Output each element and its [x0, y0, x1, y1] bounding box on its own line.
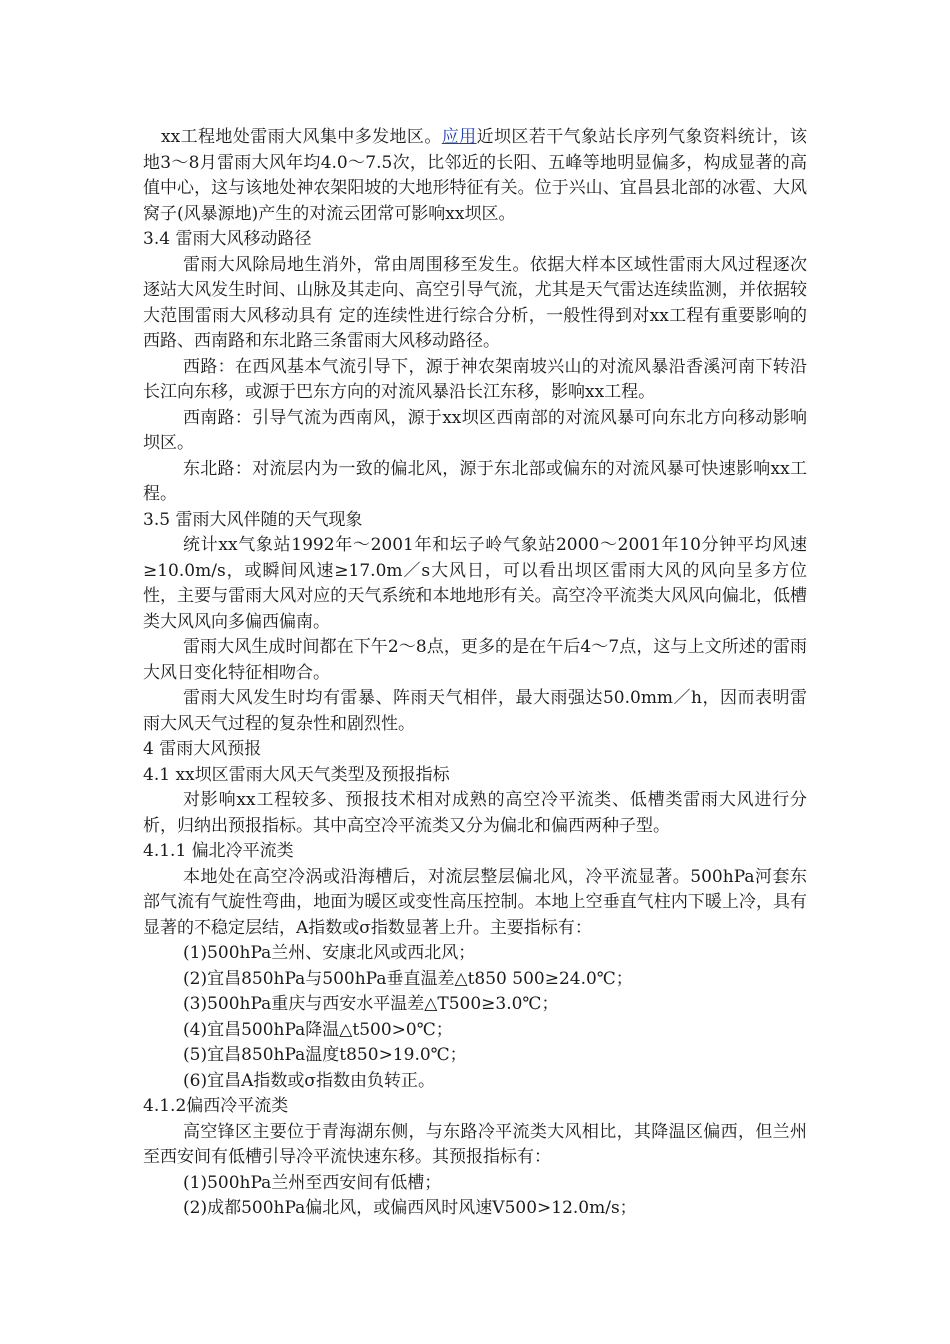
indicator-item: (2)宜昌850hPa与500hPa垂直温差△t850 500≥24.0℃；	[183, 968, 633, 989]
intro-text-start: xx工程地处雷雨大风集中多发地区。	[161, 127, 442, 147]
section-4-1-2-heading: 4.1.2偏西冷平流类	[143, 1096, 289, 1116]
section-3-4-paragraph-1: 雷雨大风除局地生消外，常由周围移至发生。依据大样本区域性雷雨大风过程逐次逐站大风发生时间、山脉及其走向、高空引导气流，尤其是天气雷达连续监测，并依据较大范围雷雨大风移动具有 定的连续性进行综合分析，一般性得到对xx工程有重要影响的西路、西南路和东北路三条雷雨大风移动路径。	[143, 254, 807, 351]
section-4-1-1-heading: 4.1.1 偏北冷平流类	[143, 841, 294, 861]
indicator-item: (3)500hPa重庆与西安水平温差△T500≥3.0℃；	[183, 994, 559, 1014]
southwest-route-paragraph: 西南路：引导气流为西南风，源于xx坝区西南部的对流风暴可向东北方向移动影响坝区。	[143, 407, 807, 453]
section-3-5-heading: 3.5 雷雨大风伴随的天气现象	[143, 509, 363, 530]
west-route-paragraph: 西路：在西风基本气流引导下，源于神农架南坡兴山的对流风暴沿香溪河南下转沿长江向东移，或源于巴东方向的对流风暴沿长江东移，影响xx工程。	[143, 356, 807, 402]
section-3-4-heading: 3.4 雷雨大风移动路径	[143, 229, 312, 249]
indicator-item: (1)500hPa兰州、安康北风或西北风；	[183, 943, 476, 963]
section-3-5-paragraph-1: 统计xx气象站1992年～2001年和坛子岭气象站2000～2001年10分钟平均风速≥10.0m/s，或瞬间风速≥17.0m／s大风日，可以看出坝区雷雨大风的风向呈多方位性，主要与雷雨大风对应的天气系统和本地地形有关。高空冷平流类大风风向偏北，低槽类大风风向多偏西偏南。	[143, 535, 807, 632]
section-4-heading: 4 雷雨大风预报	[143, 739, 262, 759]
section-3-5-paragraph-2: 雷雨大风生成时间都在下午2～8点，更多的是在午后4～7点，这与上文所述的雷雨大风日变化特征相吻合。	[143, 637, 807, 683]
section-4-1-heading: 4.1 xx坝区雷雨大风天气类型及预报指标	[143, 764, 450, 785]
section-4-1-paragraph: 对影响xx工程较多、预报技术相对成熟的高空冷平流类、低槽类雷雨大风进行分析，归纳出预报指标。其中高空冷平流类又分为偏北和偏西两种子型。	[143, 790, 807, 836]
apply-link[interactable]: 应用	[441, 127, 477, 147]
intro-paragraph	[143, 125, 807, 227]
section-4-1-2-paragraph: 高空锋区主要位于青海湖东侧，与东路冷平流类大风相比，其降温区偏西，但兰州至西安间有低槽引导冷平流快速东移。其预报指标有：	[143, 1121, 807, 1167]
indicator-item: (4)宜昌500hPa降温△t500>0℃；	[183, 1019, 453, 1040]
intro-text-rest: 近坝区若干气象站长序列气象资料统计，该地3～8月雷雨大风年均4.0～7.5次，比邻近的长阳、五峰等地明显偏多，构成显著的高值中心，这与该地处神农架阳坡的大地形特征有关。位于兴山、宜昌县北部的冰雹、大风窝子(风暴源地)产生的对流云团常可影响xx坝区。	[143, 127, 807, 224]
indicator-item: (5)宜昌850hPa温度t850>19.0℃；	[183, 1045, 467, 1065]
indicator-item: (6)宜昌A指数或σ指数由负转正。	[183, 1070, 435, 1091]
indicator-item: (2)成都500hPa偏北风，或偏西风时风速V500>12.0m/s；	[183, 1198, 637, 1218]
document-page	[143, 125, 807, 1222]
section-4-1-1-paragraph: 本地处在高空冷涡或沿海槽后，对流层整层偏北风，冷平流显著。500hPa河套东部气流有气旋性弯曲，地面为暖区或变性高压控制。本地上空垂直气柱内下暖上冷，具有显著的不稳定层结，A指数或σ指数显著上升。主要指标有：	[143, 866, 807, 938]
section-3-5-paragraph-3: 雷雨大风发生时均有雷暴、阵雨天气相伴，最大雨强达50.0mm／h，因而表明雷雨大风天气过程的复杂性和剧烈性。	[143, 688, 807, 734]
northeast-route-paragraph: 东北路：对流层内为一致的偏北风，源于东北部或偏东的对流风暴可快速影响xx工程。	[143, 458, 807, 504]
indicator-item: (1)500hPa兰州至西安间有低槽；	[183, 1172, 442, 1193]
